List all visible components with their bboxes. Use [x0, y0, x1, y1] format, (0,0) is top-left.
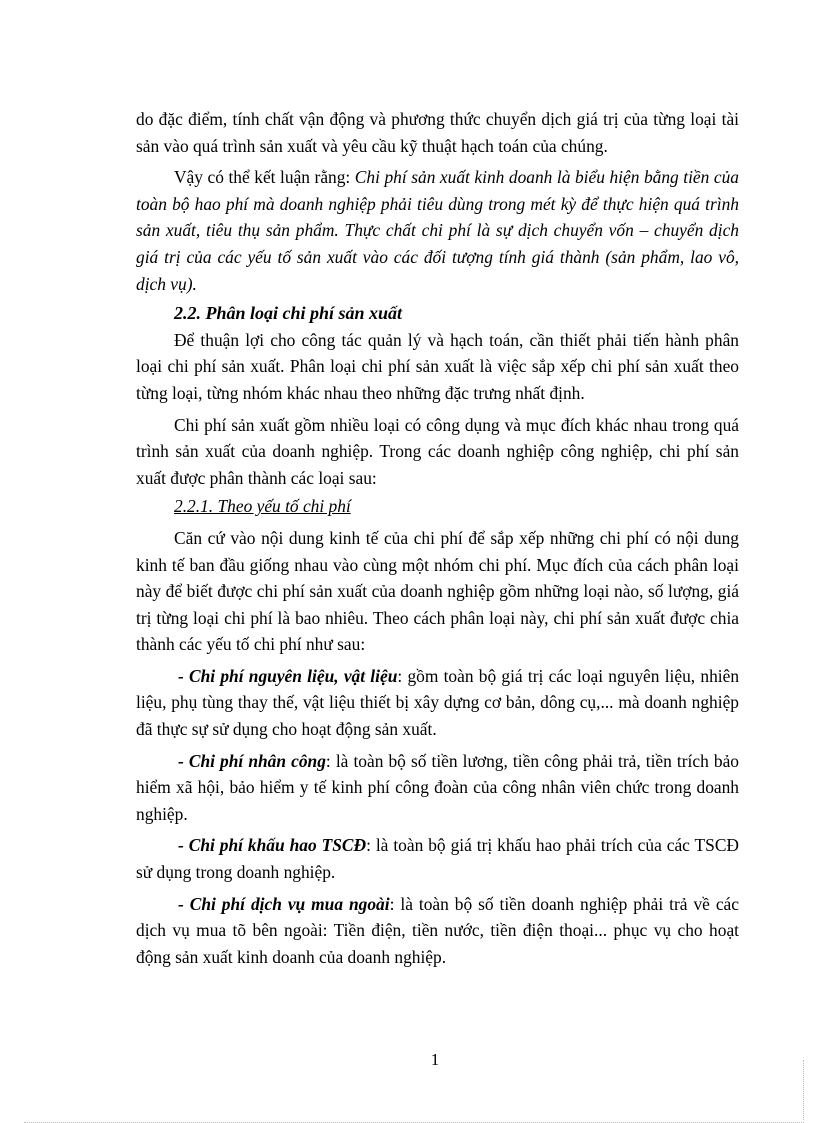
list-item [136, 891, 739, 971]
list-item [136, 663, 739, 743]
paragraph-by-element: Căn cứ vào nội dung kinh tế của chi phí để sắp xếp những chi phí có nội dung kinh tế ban đầu giống nhau vào cùng một nhóm chi phí. Mục đích của cách phân loại này để biết được chi phí sản xuất của doanh nghiệp gồm những loại nào, số lượng, giá trị từng loại chi phí là bao nhiêu. Theo cách phân loại này, chi phí sản xuất được chia thành các yếu tố chi phí như sau: [136, 527, 739, 655]
page-corner-dotted-line [803, 1060, 804, 1120]
list-item [136, 832, 739, 885]
list-item-desc: : gồm toàn bộ giá trị các loại nguyên liệu, nhiên liệu, phụ tùng thay thế, vật liệu thiết bị xây dựng cơ bản, dông cụ,... mà doanh nghiệp đã thực sự sử dụng cho hoạt động sản xuất. [136, 665, 740, 740]
conclusion-lead: Vậy có thể kết luận rằng: [174, 167, 355, 188]
list-item-term: - Chi phí nhân công [178, 750, 326, 771]
list-item-desc: : là toàn bộ số tiền lương, tiền công phải trả, tiền trích bảo hiểm xã hội, bảo hiểm y tế kinh phí công đoàn của công nhân viên chức trong doanh nghiệp. [136, 750, 739, 824]
list-item-term: - Chi phí nguyên liệu, vật liệu [178, 665, 398, 686]
section-heading: 2.2. Phân loại chi phí sản xuất [174, 303, 403, 324]
subsection-heading: 2.2.1. Theo yếu tố chi phí [174, 496, 351, 517]
body-text [136, 106, 739, 970]
paragraph-continuation: do đặc điểm, tính chất vận động và phương thức chuyển dịch giá trị của từng loại tài sản vào quá trình sản xuất và yêu cầu kỹ thuật hạch toán của chúng. [136, 109, 739, 156]
list-item-term: - Chi phí khấu hao TSCĐ [178, 835, 367, 856]
paragraph-conclusion [136, 164, 739, 297]
conclusion-definition: Chi phí sản xuất kinh doanh là biểu hiện bằng tiền của toàn bộ hao phí mà doanh nghiệp phải tiêu dùng trong mét kỳ để thực hiện quá trình sản xuất, tiêu thụ sản phẩm. Thực chất chi phí là sự dịch chuyển vốn – chuyển dịch giá trị của các yếu tố sản xuất vào các đối tượng tính giá thành (sản phẩm, lao vô, dịch vụ). [136, 167, 739, 294]
paragraph-classification-intro: Để thuận lợi cho công tác quản lý và hạch toán, cần thiết phải tiến hành phân loại chi phí sản xuất. Phân loại chi phí sản xuất là việc sắp xếp chi phí sản xuất theo từng loại, từng nhóm khác nhau theo những đặc trưng nhất định. [136, 329, 739, 403]
list-item-term: - Chi phí dịch vụ mua ngoài [178, 893, 390, 914]
page-number: 1 [430, 1050, 440, 1069]
paragraph-cost-types: Chi phí sản xuất gồm nhiều loại có công dụng và mục đích khác nhau trong quá trình sản xuất của doanh nghiệp. Trong các doanh nghiệp công nghiệp, chi phí sản xuất được phân thành các loại sau: [136, 414, 739, 488]
list-item [136, 748, 739, 828]
list-item-desc: : là toàn bộ giá trị khấu hao phải trích của các TSCĐ sử dụng trong doanh nghiệp. [136, 835, 739, 883]
list-item-desc: : là toàn bộ số tiền doanh nghiệp phải trả về các dịch vụ mua tõ bên ngoài: Tiền điện, tiền nước, tiền điện thoại... phục vụ cho hoạt động sản xuất kinh doanh của doanh nghiệp. [136, 893, 739, 967]
